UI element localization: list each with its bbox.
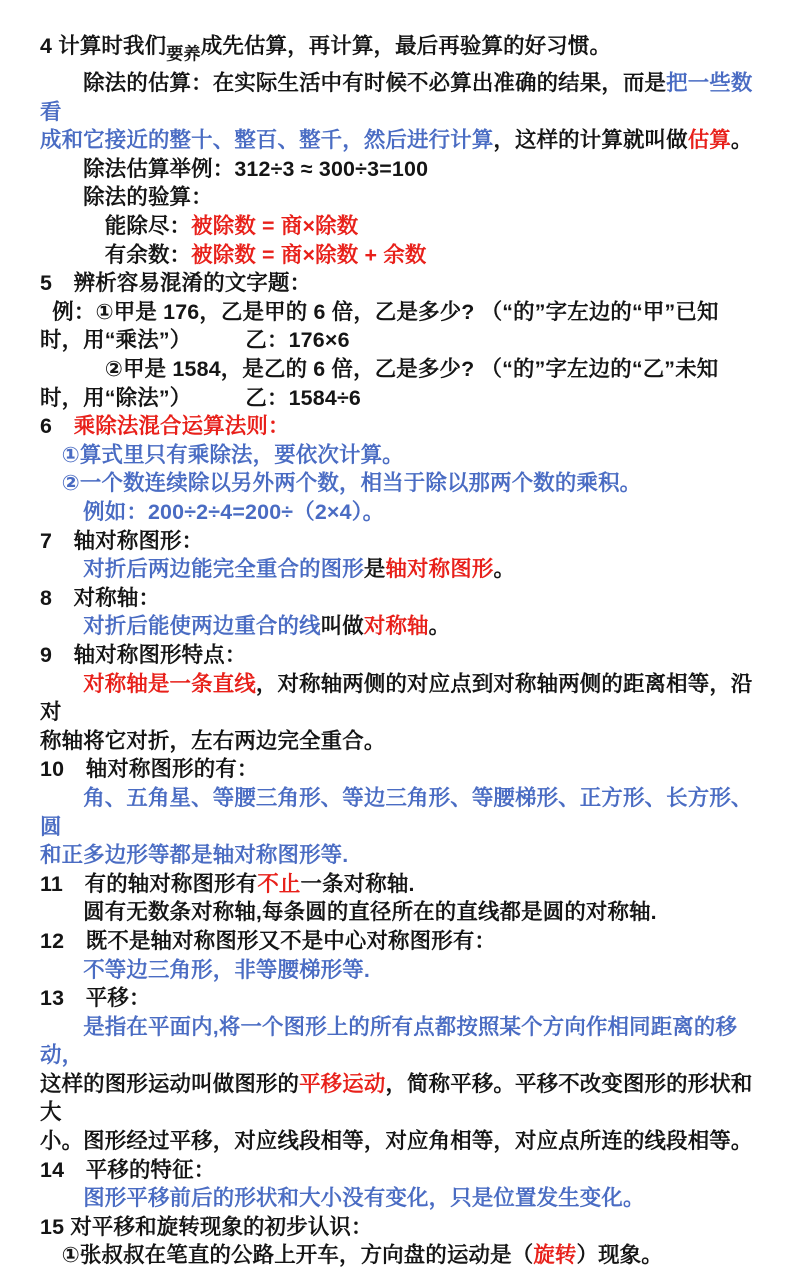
text-segment-black: 9 轴对称图形特点：	[40, 642, 247, 667]
text-line	[40, 155, 757, 184]
text-line	[40, 355, 757, 384]
text-segment-black: 10 轴对称图形的有：	[40, 757, 259, 782]
text-line	[40, 927, 757, 956]
text-segment-blue: 不等边三角形，非等腰梯形等.	[83, 957, 371, 982]
text-line	[40, 298, 757, 327]
text-segment-red: 对称轴	[363, 614, 429, 639]
text-line	[40, 441, 757, 470]
text-segment-black: 7 轴对称图形：	[40, 528, 204, 553]
text-segment-black: 13 平移：	[40, 986, 151, 1011]
text-line	[40, 784, 757, 841]
text-segment-blue: 角、五角星、等腰三角形、等边三角形、等腰梯形、正方形、长方形、圆	[40, 785, 753, 839]
text-segment-black: 有余数：	[40, 242, 192, 267]
text-segment-black: 15 对平移和旋转现象的初步认识：	[40, 1214, 373, 1239]
text-segment-black: 除法估算举例：312÷3 ≈ 300÷3=100	[40, 156, 429, 181]
text-line	[40, 584, 757, 613]
text-segment-black: 5 辨析容易混淆的文字题：	[40, 271, 312, 296]
text-line	[40, 183, 757, 212]
text-segment-black: 除法的验算：	[40, 185, 213, 210]
text-line	[40, 727, 757, 756]
text-segment-black: 。	[493, 557, 516, 582]
text-line	[40, 32, 757, 69]
text-line	[40, 670, 757, 727]
text-line	[40, 1156, 757, 1185]
text-segment-blue: 对折后两边能完全重合的图形	[83, 557, 364, 582]
text-segment-red: 估算	[687, 128, 731, 153]
text-line	[40, 384, 757, 413]
text-line	[40, 870, 757, 899]
text-segment-black: 小。图形经过平移，对应线段相等，对应角相等，对应点所连的线段相等。	[40, 1129, 753, 1154]
text-line	[40, 412, 757, 441]
text-segment-blue: ②一个数连续除以另外两个数，相当于除以那两个数的乘积。	[40, 471, 642, 496]
text-segment-black: 叫做	[320, 614, 364, 639]
text-segment-black	[40, 557, 83, 581]
text-segment-black	[40, 672, 83, 696]
text-segment-blue: 对折后能使两边重合的线	[83, 614, 321, 639]
text-segment-black: 一条对称轴.	[300, 871, 415, 896]
text-line	[40, 212, 757, 241]
text-segment-black: 8 对称轴：	[40, 585, 161, 610]
text-segment-black: ①张叔叔在笔直的公路上开车，方向盘的运动是（	[40, 1243, 534, 1268]
text-segment-black	[40, 1015, 83, 1039]
text-segment-black: 4 计算时我们	[40, 34, 167, 58]
text-segment-black: 时，用“乘法”） 乙：176×6	[40, 328, 350, 353]
text-segment-black: ）现象。	[576, 1243, 663, 1268]
text-segment-black: ，这样的计算就叫做	[493, 128, 688, 153]
text-segment-blue: ①算式里只有乘除法，要依次计算。	[40, 442, 404, 467]
text-line	[40, 1213, 757, 1242]
text-segment-black	[40, 786, 83, 810]
text-segment-red: 平移运动	[299, 1071, 386, 1096]
text-segment-blue: 和正多边形等都是轴对称图形等.	[40, 843, 349, 868]
text-segment-black: 称轴将它对折，左右两边完全重合。	[40, 728, 386, 753]
text-line	[40, 126, 757, 155]
text-line	[40, 841, 757, 870]
text-segment-black: 能除尽：	[40, 214, 192, 239]
text-line	[40, 1241, 757, 1270]
text-segment-black: 例：①甲是 176，乙是甲的 6 倍，乙是多少? （“的”字左边的“甲”已知	[40, 299, 719, 324]
text-segment-black: 要养	[166, 44, 201, 64]
text-line	[40, 498, 757, 527]
text-line	[40, 527, 757, 556]
text-segment-black	[40, 1186, 83, 1210]
text-segment-black: 6	[40, 414, 74, 439]
notes-lines	[40, 32, 757, 1270]
text-segment-black: 时，用“除法”） 乙：1584÷6	[40, 385, 362, 410]
text-segment-black: 14 平移的特征：	[40, 1157, 216, 1182]
text-line	[40, 241, 757, 270]
text-segment-red: 被除数 = 商×除数 + 余数	[191, 242, 427, 267]
text-segment-blue: 是指在平面内,将一个图形上的所有点都按照某个方向作相同距离的移动，	[40, 1014, 738, 1068]
text-line	[40, 269, 757, 298]
text-line	[40, 469, 757, 498]
text-line	[40, 956, 757, 985]
text-line	[40, 898, 757, 927]
text-segment-black: 除法的估算：在实际生活中有时候不必算出准确的结果，而是	[40, 71, 667, 96]
text-line	[40, 69, 757, 126]
text-segment-black: 是	[363, 557, 386, 582]
text-segment-black: 。	[730, 128, 753, 153]
text-segment-red: 对称轴是一条直线	[83, 671, 256, 696]
text-segment-black	[40, 958, 83, 982]
text-segment-red: 乘除法混合运算法则：	[73, 414, 290, 439]
text-line	[40, 1127, 757, 1156]
text-segment-red: 不止	[257, 871, 301, 896]
text-segment-black: 成先估算，再计算，最后再验算的好习惯。	[200, 34, 612, 58]
text-line	[40, 641, 757, 670]
text-segment-black: 圆有无数条对称轴,每条圆的直径所在的直线都是圆的对称轴.	[40, 900, 657, 925]
text-segment-blue: 例如：200÷2÷4=200÷（2×4）。	[40, 500, 385, 524]
text-line	[40, 326, 757, 355]
text-line	[40, 1070, 757, 1127]
text-segment-black: 11 有的轴对称图形有	[40, 871, 258, 896]
text-segment-blue: 图形平移前后的形状和大小没有变化，只是位置发生变化。	[83, 1186, 645, 1211]
text-segment-red: 轴对称图形	[385, 557, 494, 582]
text-segment-red: 被除数 = 商×除数	[191, 214, 359, 239]
text-line	[40, 1184, 757, 1213]
text-segment-black: ②甲是 1584，是乙的 6 倍，乙是多少? （“的”字左边的“乙”未知	[40, 357, 719, 382]
text-segment-black: 12 既不是轴对称图形又不是中心对称图形有：	[40, 928, 497, 953]
text-segment-black	[40, 614, 83, 638]
text-segment-black: ，对称轴两侧的对应点到对称轴两侧的距离相等，沿对	[40, 671, 753, 725]
text-segment-black: ，简称平移。平移不改变图形的形状和大	[40, 1071, 753, 1125]
text-segment-black: 。	[428, 614, 451, 639]
text-line	[40, 1013, 757, 1070]
text-line	[40, 612, 757, 641]
text-segment-red: 旋转	[533, 1243, 577, 1268]
text-segment-blue: 把一些数看	[40, 71, 753, 124]
text-segment-blue: 成和它接近的整十、整百、整千，然后进行计算	[40, 128, 494, 153]
text-line	[40, 555, 757, 584]
text-segment-black: 这样的图形运动叫做图形的	[40, 1071, 300, 1096]
text-line	[40, 755, 757, 784]
text-line	[40, 984, 757, 1013]
